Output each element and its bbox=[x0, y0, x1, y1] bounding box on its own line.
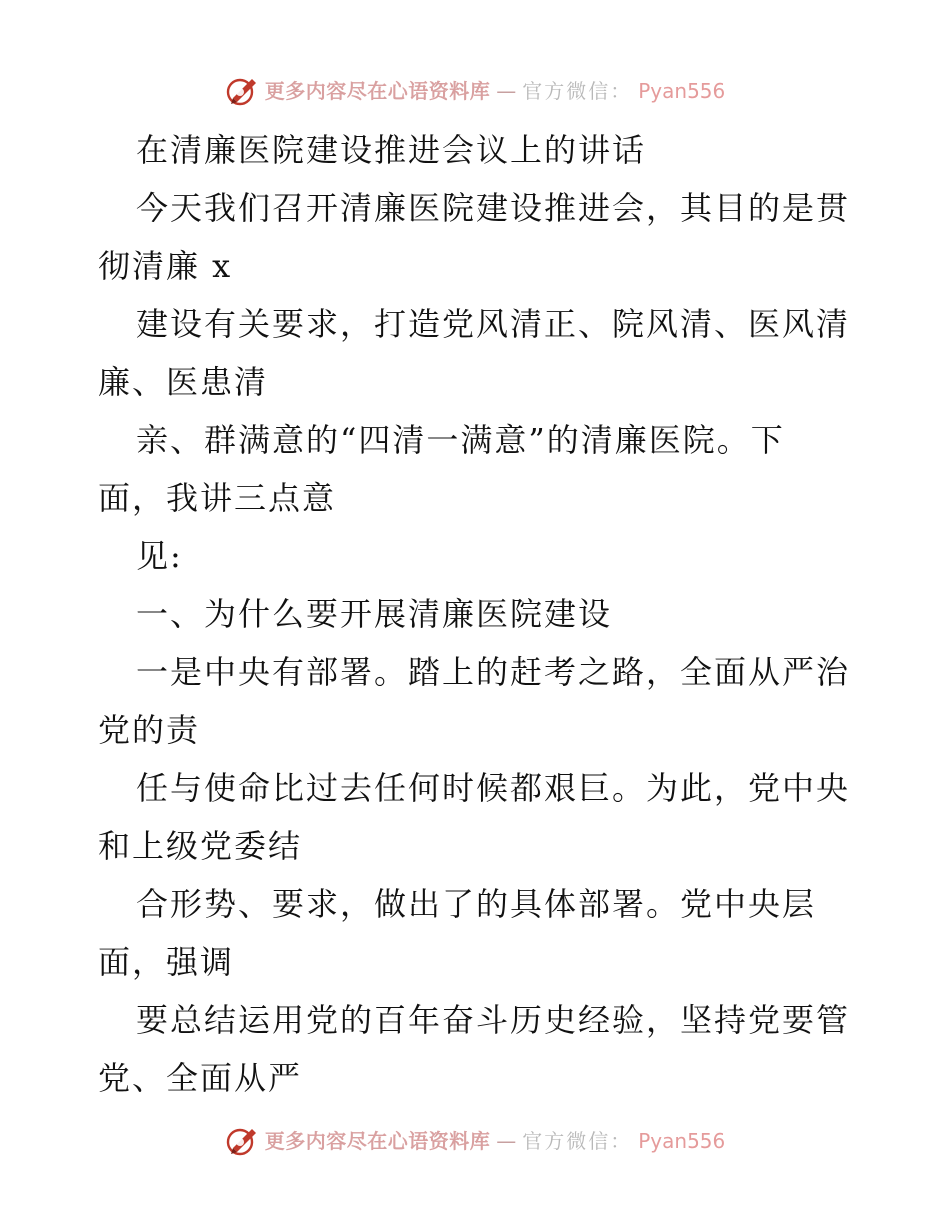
paragraph-line: 合形势、要求，做出了的具体部署。党中央层 bbox=[136, 885, 817, 923]
paragraph-line: 党的责 bbox=[98, 711, 201, 749]
paragraph-line: 彻清廉 x bbox=[98, 247, 233, 285]
paragraph-line: 和上级党委结 bbox=[98, 827, 303, 865]
paragraph-line: 亲、群满意的“四清一满意”的清廉医院。下 bbox=[136, 421, 785, 459]
paragraph-line: 见: bbox=[136, 537, 183, 575]
section-heading: 一、为什么要开展清廉医院建设 bbox=[136, 595, 613, 633]
banner-wechat-label: 官方微信： bbox=[522, 1129, 633, 1153]
paragraph-line: 面，我讲三点意 bbox=[98, 479, 337, 517]
pen-logo-icon bbox=[225, 1126, 259, 1156]
header-banner bbox=[0, 76, 950, 106]
banner-main-text: 更多内容尽在心语资料库 bbox=[264, 79, 491, 103]
paragraph-line: 今天我们召开清廉医院建设推进会，其目的是贯 bbox=[136, 189, 851, 227]
paragraph-line: 建设有关要求，打造党风清正、院风清、医风清 bbox=[136, 305, 851, 343]
paragraph-line: 面，强调 bbox=[98, 943, 235, 981]
paragraph-line: 任与使命比过去任何时候都艰巨。为此，党中央 bbox=[136, 769, 851, 807]
paragraph-line: 一是中央有部署。踏上的赶考之路，全面从严治 bbox=[136, 653, 851, 691]
document-body bbox=[98, 121, 858, 1107]
banner-main-text: 更多内容尽在心语资料库 bbox=[264, 1129, 491, 1153]
banner-dash: — bbox=[496, 79, 517, 103]
banner-dash: — bbox=[496, 1129, 517, 1153]
banner-wechat-id: Pyan556 bbox=[638, 79, 726, 103]
paragraph-line: 要总结运用党的百年奋斗历史经验，坚持党要管 bbox=[136, 1001, 851, 1039]
footer-banner bbox=[0, 1126, 950, 1156]
paragraph-line: 廉、医患清 bbox=[98, 363, 269, 401]
banner-wechat-label: 官方微信： bbox=[522, 79, 633, 103]
banner-wechat-id: Pyan556 bbox=[638, 1129, 726, 1153]
document-title: 在清廉医院建设推进会议上的讲话 bbox=[136, 131, 647, 169]
pen-logo-icon bbox=[225, 76, 259, 106]
paragraph-line: 党、全面从严 bbox=[98, 1059, 303, 1097]
